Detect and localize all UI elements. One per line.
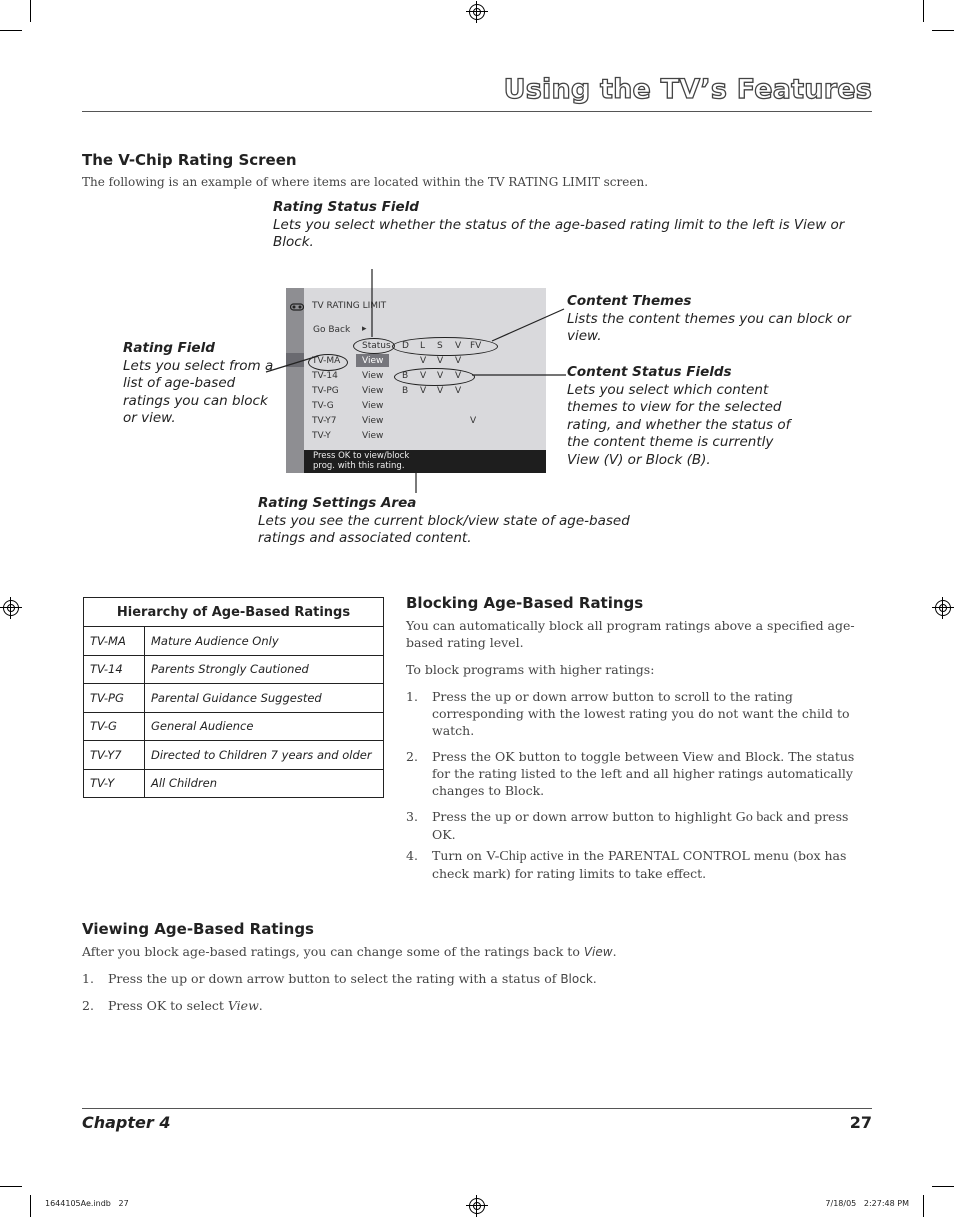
table-row (84, 769, 384, 798)
rating-code: TV-G (84, 712, 145, 741)
step-text: and press OK. (432, 809, 849, 842)
footer-page-number: 27 (849, 1113, 872, 1132)
step-text: Turn on (432, 848, 486, 863)
callout-leader-lines (0, 0, 954, 600)
table-row (84, 684, 384, 713)
callout-text: Lets you select which content themes to view for the selected rating, and whether the status of the content theme is currently View (V) or Block (B). (567, 381, 791, 468)
status-field-tv-14[interactable]: View (362, 371, 384, 381)
callout-title: Rating Status Field (273, 199, 419, 215)
rating-desc: All Children (145, 769, 384, 798)
viewing-p1 (82, 943, 872, 961)
theme-header-v: V (455, 341, 462, 351)
crop-mark (923, 1195, 924, 1217)
content-cell[interactable]: V (437, 386, 444, 396)
theme-header-l: L (420, 341, 426, 351)
status-field-tv-y[interactable]: View (362, 431, 384, 441)
help-line-2: prog. with this rating. (313, 461, 405, 471)
rating-desc: Parents Strongly Cautioned (145, 655, 384, 684)
rating-code: TV-PG (84, 684, 145, 713)
blocking-steps (406, 688, 858, 882)
callout-title: Rating Settings Area (258, 495, 417, 511)
list-item (406, 688, 858, 739)
step-text: . (592, 971, 597, 986)
step-text: . (258, 998, 263, 1013)
content-cell[interactable]: V (420, 356, 427, 366)
go-back-arrow-icon: ▸ (362, 324, 367, 334)
rating-code: TV-Y7 (84, 741, 145, 770)
status-field-tv-g[interactable]: View (362, 401, 384, 411)
blocking-p1: You can automatically block all program ratings above a specified age-based rating level. (406, 618, 855, 650)
help-line-1: Press OK to view/block (313, 451, 410, 461)
rating-code: TV-14 (84, 655, 145, 684)
step-number: 4. (406, 848, 418, 863)
step-text: Press the up or down arrow button to scroll to the rating corresponding with the lowest rating you do not want the child to watch. (432, 689, 850, 738)
blocking-section (406, 617, 858, 891)
callout-text: Lets you select from a list of age-based ratings you can block or view. (123, 357, 274, 426)
rating-desc: General Audience (145, 712, 384, 741)
content-cell[interactable]: B (402, 386, 409, 396)
list-item (406, 748, 858, 799)
step-text: Press the up or down arrow button to select the rating with a status of (108, 971, 561, 986)
screen-title: TV RATING LIMIT (312, 301, 387, 311)
table-row (84, 655, 384, 684)
rating-item-tv-ma[interactable]: TV-MA (312, 356, 341, 366)
content-cell[interactable]: V (470, 416, 477, 426)
footer-rule (82, 1108, 872, 1109)
registration-mark-icon (469, 1198, 485, 1214)
theme-header-s: S (437, 341, 443, 351)
viewing-text: . (612, 944, 617, 959)
status-field-tv-ma[interactable]: View (362, 356, 384, 366)
step-text: Press the up or down arrow button to highlight (432, 809, 736, 824)
viewing-emphasis: View (583, 945, 613, 959)
theme-header-fv: FV (470, 341, 482, 351)
status-field-tv-pg[interactable]: View (362, 386, 384, 396)
step-number: 1. (406, 689, 418, 704)
step-emphasis: Block (560, 972, 593, 986)
list-item (406, 808, 858, 843)
blocking-p2: To block programs with higher ratings: (406, 662, 655, 677)
crop-mark (30, 1195, 31, 1217)
step-text: Press OK to select (108, 998, 228, 1013)
step-emphasis: Go back (735, 810, 783, 825)
list-item (82, 970, 872, 988)
table-row (84, 741, 384, 770)
viewing-steps (82, 970, 872, 1014)
rating-item-tv-14[interactable]: TV-14 (312, 371, 338, 381)
callout-text: Lets you select whether the status of the age-based rating limit to the left is View or Block. (273, 216, 845, 250)
rating-item-tv-y[interactable]: TV-Y (312, 431, 331, 441)
rating-item-tv-pg[interactable]: TV-PG (312, 386, 339, 396)
step-number: 1. (82, 971, 94, 986)
section-heading-viewing: Viewing Age-Based Ratings (82, 920, 314, 938)
viewing-section (82, 943, 872, 1023)
step-text: Press the OK button to toggle between View and Block. The status for the rating listed to the left and all higher ratings automatically changes to Block. (432, 749, 855, 798)
step-text: in the PARENTAL CONTROL menu (box has check mark) for rating limits to take effect. (432, 848, 847, 881)
registration-mark-icon (935, 600, 951, 616)
hierarchy-heading: Hierarchy of Age-Based Ratings (84, 598, 384, 627)
slug-file: 1644105Ae.indb 27 (45, 1199, 129, 1208)
content-cell[interactable]: V (455, 371, 462, 381)
content-cell[interactable]: V (420, 371, 427, 381)
rating-item-tv-g[interactable]: TV-G (312, 401, 334, 411)
crop-mark (0, 1186, 22, 1187)
rating-item-tv-y7[interactable]: TV-Y7 (312, 416, 337, 426)
section-heading-vchip: The V-Chip Rating Screen (82, 151, 297, 169)
rating-desc: Mature Audience Only (145, 627, 384, 656)
rating-desc: Directed to Children 7 years and older (145, 741, 384, 770)
list-item (406, 847, 858, 882)
hierarchy-table (83, 597, 384, 798)
registration-mark-icon (3, 600, 19, 616)
go-back-item[interactable]: Go Back (313, 325, 351, 335)
step-number: 3. (406, 809, 418, 824)
table-row (84, 712, 384, 741)
table-row (84, 627, 384, 656)
rating-code: TV-MA (84, 627, 145, 656)
footer-chapter: Chapter 4 (82, 1113, 171, 1132)
content-cell[interactable]: V (455, 386, 462, 396)
theme-header-d: D (402, 341, 409, 351)
section-heading-blocking: Blocking Age-Based Ratings (406, 594, 644, 612)
callout-title: Content Status Fields (567, 364, 732, 380)
status-field-tv-y7[interactable]: View (362, 416, 384, 426)
status-header: Status (362, 341, 391, 351)
content-cell[interactable]: V (420, 386, 427, 396)
list-item (82, 997, 872, 1014)
content-cell[interactable]: V (437, 371, 444, 381)
step-number: 2. (82, 998, 94, 1013)
slug-date: 7/18/05 2:27:48 PM (825, 1199, 909, 1208)
content-cell[interactable]: V (437, 356, 444, 366)
callout-text: Lets you see the current block/view state of age-based ratings and associated content. (258, 512, 630, 546)
rating-code: TV-Y (84, 769, 145, 798)
callout-text: Lists the content themes you can block or view. (567, 310, 851, 344)
vchip-intro: The following is an example of where items are located within the TV RATING LIMIT screen. (82, 175, 649, 189)
callout-title: Rating Field (123, 340, 215, 356)
step-emphasis: V-Chip active (485, 849, 564, 864)
rating-desc: Parental Guidance Suggested (145, 684, 384, 713)
step-emphasis: View (227, 998, 259, 1013)
viewing-text: After you block age-based ratings, you can change some of the ratings back to (82, 944, 584, 959)
content-cell[interactable]: B (402, 371, 409, 381)
content-cell[interactable]: V (455, 356, 462, 366)
callout-title: Content Themes (567, 293, 692, 309)
step-number: 2. (406, 749, 418, 764)
crop-mark (932, 1186, 954, 1187)
page-title: Using the TV’s Features (503, 74, 872, 105)
